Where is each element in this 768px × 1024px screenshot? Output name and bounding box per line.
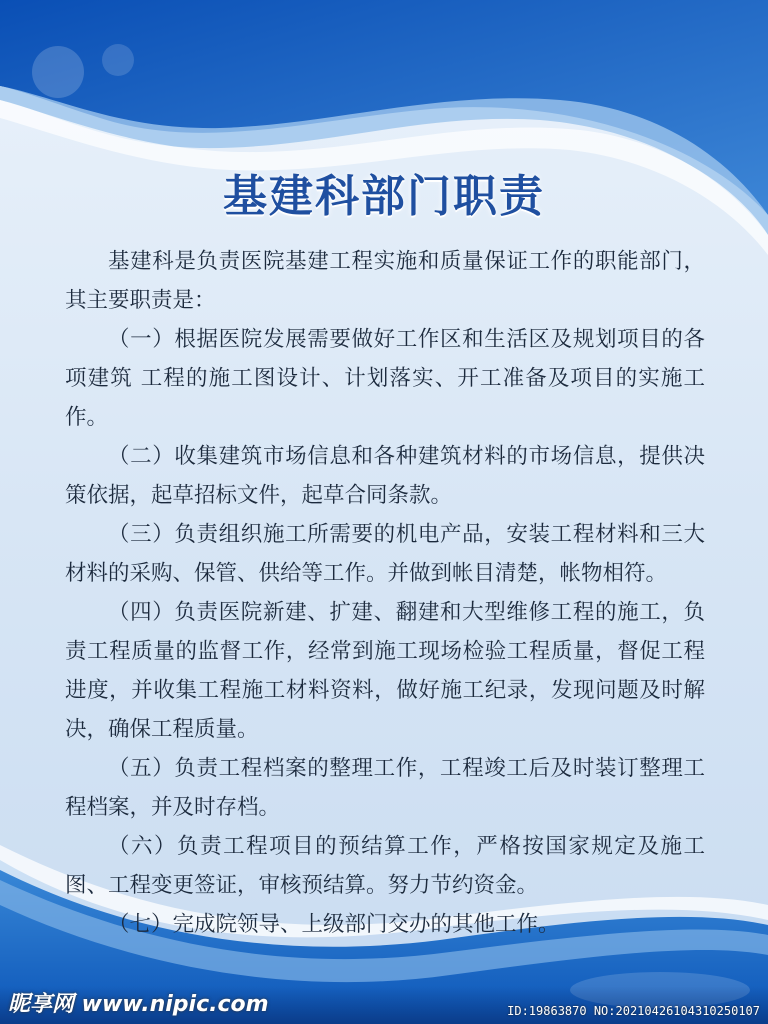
duty-item-6: （六）负责工程项目的预结算工作，严格按国家规定及施工图、工程变更签证，审核预结算。努力节约资金。 xyxy=(65,834,705,898)
duty-item-3: （三）负责组织施工所需要的机电产品，安装工程材料和三大材料的采购、保管、供给等工作。并做到帐目清楚，帐物相符。 xyxy=(65,522,705,586)
duty-item-5: （五）负责工程档案的整理工作，工程竣工后及时装订整理工程档案，并及时存档。 xyxy=(65,756,705,820)
intro-paragraph: 基建科是负责医院基建工程实施和质量保证工作的职能部门，其主要职责是： xyxy=(65,249,705,313)
watermark-bar xyxy=(0,986,768,1024)
watermark-id: ID:19863870 NO:20210426104310250107 xyxy=(507,1004,760,1018)
duty-item-1: （一）根据医院发展需要做好工作区和生活区及规划项目的各项建筑 工程的施工图设计、计划落实、开工准备及项目的实施工作。 xyxy=(65,327,705,430)
duty-item-2: （二）收集建筑市场信息和各种建筑材料的市场信息，提供决策依据，起草招标文件，起草合同条款。 xyxy=(65,444,705,508)
duty-item-7: （七）完成院领导、上级部门交办的其他工作。 xyxy=(108,912,560,937)
watermark-logo: 昵享网 www.nipic.com xyxy=(8,992,269,1017)
duties-body xyxy=(65,242,705,944)
duty-item-4: （四）负责医院新建、扩建、翻建和大型维修工程的施工，负责工程质量的监督工作，经常到施工现场检验工程质量，督促工程进度，并收集工程施工材料资料，做好施工纪录，发现问题及时解决，确保工程质量。 xyxy=(65,600,705,742)
page-title: 基建科部门职责 xyxy=(223,171,545,222)
